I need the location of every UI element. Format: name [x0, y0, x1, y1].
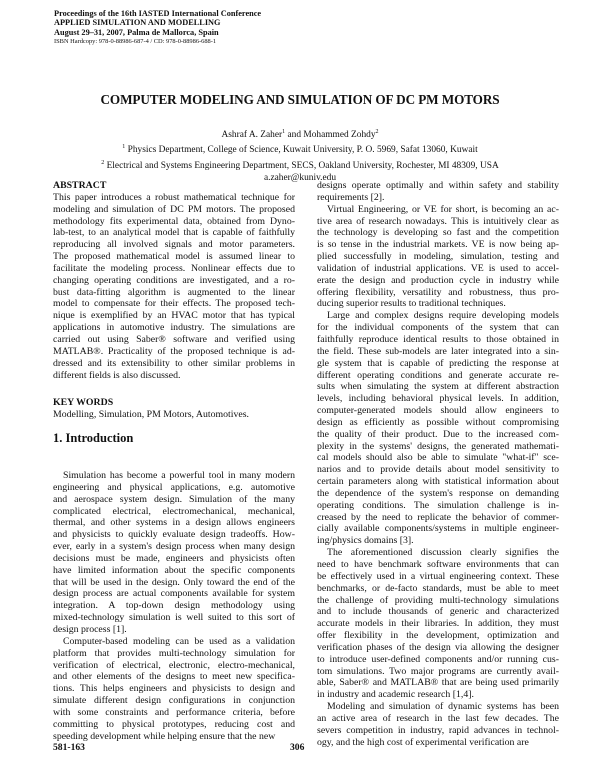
text-line: operating conditions. The simulation challenge is in-: [317, 499, 559, 511]
text-line: and other elements of the designs to meet new specifica-: [53, 671, 295, 683]
text-line: cal models should also be able to simulate "what-if" sce-: [317, 452, 559, 464]
header-line: Proceedings of the 16th IASTED International Conference: [54, 9, 262, 18]
text-line: creased by the need to replicate the behavior of commer-: [317, 511, 559, 523]
text-line: have limited information about the specific components: [53, 564, 295, 576]
text-line: Modeling and simulation of dynamic systems has been: [327, 701, 559, 713]
text-line: erate the design and production cycle in industry while: [317, 274, 559, 286]
section-heading-introduction: 1. Introduction: [53, 431, 134, 445]
text-line: computer-generated models should allow engineers to: [317, 405, 559, 417]
abstract-text: [53, 192, 295, 382]
paragraph: [317, 180, 559, 204]
text-line: verification of electrical, electronic, electro-mechanical,: [53, 659, 295, 671]
author-2: Mohammed Zohdy: [303, 130, 376, 141]
keywords-text: Modelling, Simulation, PM Motors, Automotives.: [53, 408, 249, 420]
text-line: Virtual Engineering, or VE for short, is becoming an ac-: [327, 203, 559, 215]
text-line: speeding development while helping ensure that the new: [53, 730, 276, 742]
paragraph: [317, 547, 559, 701]
header-line: August 29–31, 2007, Palma de Mallorca, Spain: [54, 27, 219, 37]
text-line: sults when simulating the system at different abstraction: [317, 381, 559, 393]
text-line: committing to physical prototypes, reducing cost and: [53, 718, 295, 730]
text-line: lab-test, to an analytical model that is capable of faithfully: [53, 227, 295, 239]
text-line: levels, including behavioral physical levels. In addition,: [317, 393, 559, 405]
text-line: different operating conditions and generate accurate re-: [317, 369, 559, 381]
affil-2-text: Electrical and Systems Engineering Department, SECS, Oakland University, Rochester, MI 48309, USA: [104, 160, 499, 171]
text-line: facilitate the modeling process. Nonlinear effects due to: [53, 262, 295, 274]
text-line: severs competition in industry, rapid advances in technol-: [317, 724, 559, 736]
text-line: in industry and academic research [1,4].: [317, 689, 474, 701]
text-line: verification phases of the design via allowing the designer: [317, 641, 559, 653]
text-line: methodology fits experimental data, obtained from Dyno-: [53, 215, 295, 227]
keywords-heading: KEY WORDS: [53, 397, 114, 408]
text-line: complicated electrical, electromechanical, mechanical,: [53, 505, 295, 517]
text-line: design process are actual components available for system: [53, 588, 295, 600]
text-line: benchmarks, or de-facto standards, must be able to meet: [317, 582, 559, 594]
text-line: The aforementioned discussion clearly signifies the: [327, 547, 559, 559]
text-line: dressed and its extensibility to other similar problems in: [53, 357, 295, 369]
paragraph: [317, 310, 559, 547]
text-line: carried out using Saber® software and verified using: [53, 333, 295, 345]
author-names: [0, 126, 600, 141]
text-line: Simulation has become a powerful tool in many modern: [63, 470, 295, 481]
text-line: to introduce user-defined components and/or running cus-: [317, 653, 559, 665]
text-line: ever, early in a system's design process when many design: [53, 541, 295, 553]
text-line: decisions must be made, engineers and physicists often: [53, 552, 295, 564]
text-line: and to include thousands of generic and characterized: [317, 606, 559, 618]
affiliation-1: [0, 141, 600, 156]
text-line: mixed-technology simulation is well suited to this sort of: [53, 612, 295, 624]
text-line: cially available components/systems in multiple engineer-: [317, 523, 559, 535]
conference-header: [54, 9, 261, 47]
paragraph: [317, 701, 559, 748]
text-line: plexity in the systems' designs, the generated mathemati-: [317, 440, 559, 452]
text-line: accurate models in their libraries. In addition, they must: [317, 618, 559, 630]
text-line: design as efficiently as possible without compromising: [317, 416, 559, 428]
text-line: gle system that is capable of predicting the response at: [317, 357, 559, 369]
text-line: thermal, and other systems in a design allows engineers: [53, 517, 295, 529]
text-line: faithfully reproduce identical results to those obtained in: [317, 333, 559, 345]
affil-2-sup: 2: [101, 159, 105, 166]
text-line: ducing superior results to traditional techniques.: [317, 298, 506, 310]
text-line: nique is exemplified by an HVAC motor that has typical: [53, 310, 295, 322]
text-line: requirements [2].: [317, 191, 385, 203]
text-line: modeling and simulation of DC PM motors. The proposed: [53, 203, 295, 215]
text-line: and aerospace system design. Simulation of the many: [53, 493, 295, 505]
paragraph: [53, 636, 295, 743]
text-line: need to have benchmark software environments that can: [317, 559, 559, 570]
paragraph: [317, 204, 559, 311]
paper-title: COMPUTER MODELING AND SIMULATION OF DC PM MOTORS: [100, 92, 500, 107]
right-column: [317, 180, 559, 749]
text-line: tom simulations. Two major programs are currently avail-: [317, 665, 559, 677]
text-line: an active area of research in the last few decades. The: [317, 712, 559, 724]
text-line: Large and complex designs require developing models: [327, 310, 559, 322]
author-2-sup: 2: [375, 129, 379, 135]
text-line: plied successfully in modeling, simulation, testing and: [317, 251, 559, 263]
text-line: reproducing all involved signals and motor parameters.: [53, 239, 295, 251]
text-line: the quality of their product. Due to the increased com-: [317, 428, 559, 440]
text-line: different fields is also discussed.: [53, 369, 181, 381]
author-and: and: [285, 130, 304, 141]
text-line: integration. A top-down design methodology using: [53, 600, 295, 612]
text-line: certain parameters along with statistical information about: [317, 476, 559, 488]
text-line: ing/physics domains [3].: [317, 535, 414, 547]
text-line: the technology is developing so fast and the competition: [317, 227, 559, 239]
text-line: narios and to provide details about model sensitivity to: [317, 464, 559, 476]
text-line: offering flexibility, versatility and robustness, thus pro-: [317, 286, 559, 298]
paper-id: 581-163: [53, 742, 85, 753]
text-line: applications in automotive industry. The simulations are: [53, 322, 295, 334]
header-line: APPLIED SIMULATION AND MODELLING: [54, 18, 221, 28]
text-line: changing operating conditions are investigated, and a ro-: [53, 274, 295, 286]
abstract-section: [53, 180, 295, 381]
text-line: ogy, and the high cost of experimental verification are: [317, 736, 529, 748]
text-line: with some constraints and performance criteria, before: [53, 706, 295, 718]
abstract-heading: ABSTRACT: [53, 180, 107, 191]
affil-1-text: Physics Department, College of Science, Kuwait University, P. O. 5969, Safat 13060, Kuwait: [125, 145, 478, 156]
affil-1-sup: 1: [122, 144, 126, 151]
text-line: the dependence of the system's response on demanding: [317, 487, 559, 499]
affiliation-2: [0, 157, 600, 172]
text-line: model to compensate for their effects. The proposed tech-: [53, 298, 295, 310]
text-line: able, Saber® and MATLAB® that are being used primarily: [317, 677, 559, 689]
author-1-sup: 1: [282, 129, 286, 135]
text-line: design process [1].: [53, 623, 127, 635]
text-line: The proposed mathematical model is assumed linear to: [53, 251, 295, 263]
text-line: the challenge of providing multi-technology simulations: [317, 594, 559, 606]
isbn-line: ISBN Hardcopy: 978-0-88986-687-4 / CD: 978-0-88986-688-1: [54, 38, 217, 46]
introduction-body: [53, 470, 295, 742]
text-line: that will be used in the design. Only toward the end of the: [53, 576, 295, 588]
text-line: be effectively used in a virtual engineering context. These: [317, 570, 559, 582]
text-line: for the individual components of the system that can: [317, 322, 559, 334]
text-line: engineering and physical applications, e.g. automotive: [53, 481, 295, 493]
keywords-section: [53, 397, 295, 421]
author-1: Ashraf A. Zaher: [221, 130, 283, 141]
text-line: designs operate optimally and within safety and stability: [317, 180, 559, 191]
text-line: This paper introduces a robust mathematical technique for: [53, 191, 295, 203]
text-line: validation of industrial applications. VE is used to accel-: [317, 262, 559, 274]
text-line: simulate different design configurations in conjunction: [53, 695, 295, 707]
author-email: a.zaher@kuniv.edu: [263, 173, 337, 184]
text-line: MATLAB®. Practicality of the proposed technique is ad-: [53, 345, 295, 357]
page-number: 306: [290, 742, 305, 753]
text-line: Computer-based modeling can be used as a validation: [63, 635, 295, 647]
paragraph: [53, 470, 295, 636]
text-line: and physicists to quickly evaluate design tradeoffs. How-: [53, 529, 295, 541]
text-line: bust data-fitting algorithm is augmented to the linear: [53, 286, 295, 298]
text-line: is so tense in the industrial markets. VE is now being ap-: [317, 239, 559, 251]
text-line: the field. These sub-models are later integrated into a sin-: [317, 345, 559, 357]
author-block: [0, 126, 600, 185]
text-line: platform that provides multi-technology simulation for: [53, 647, 295, 659]
text-line: tions. This helps engineers and physicists to design and: [53, 683, 295, 695]
text-line: tive area of research nowadays. This is intuitively clear as: [317, 215, 559, 227]
text-line: offer flexibility in the development, optimization and: [317, 630, 559, 642]
